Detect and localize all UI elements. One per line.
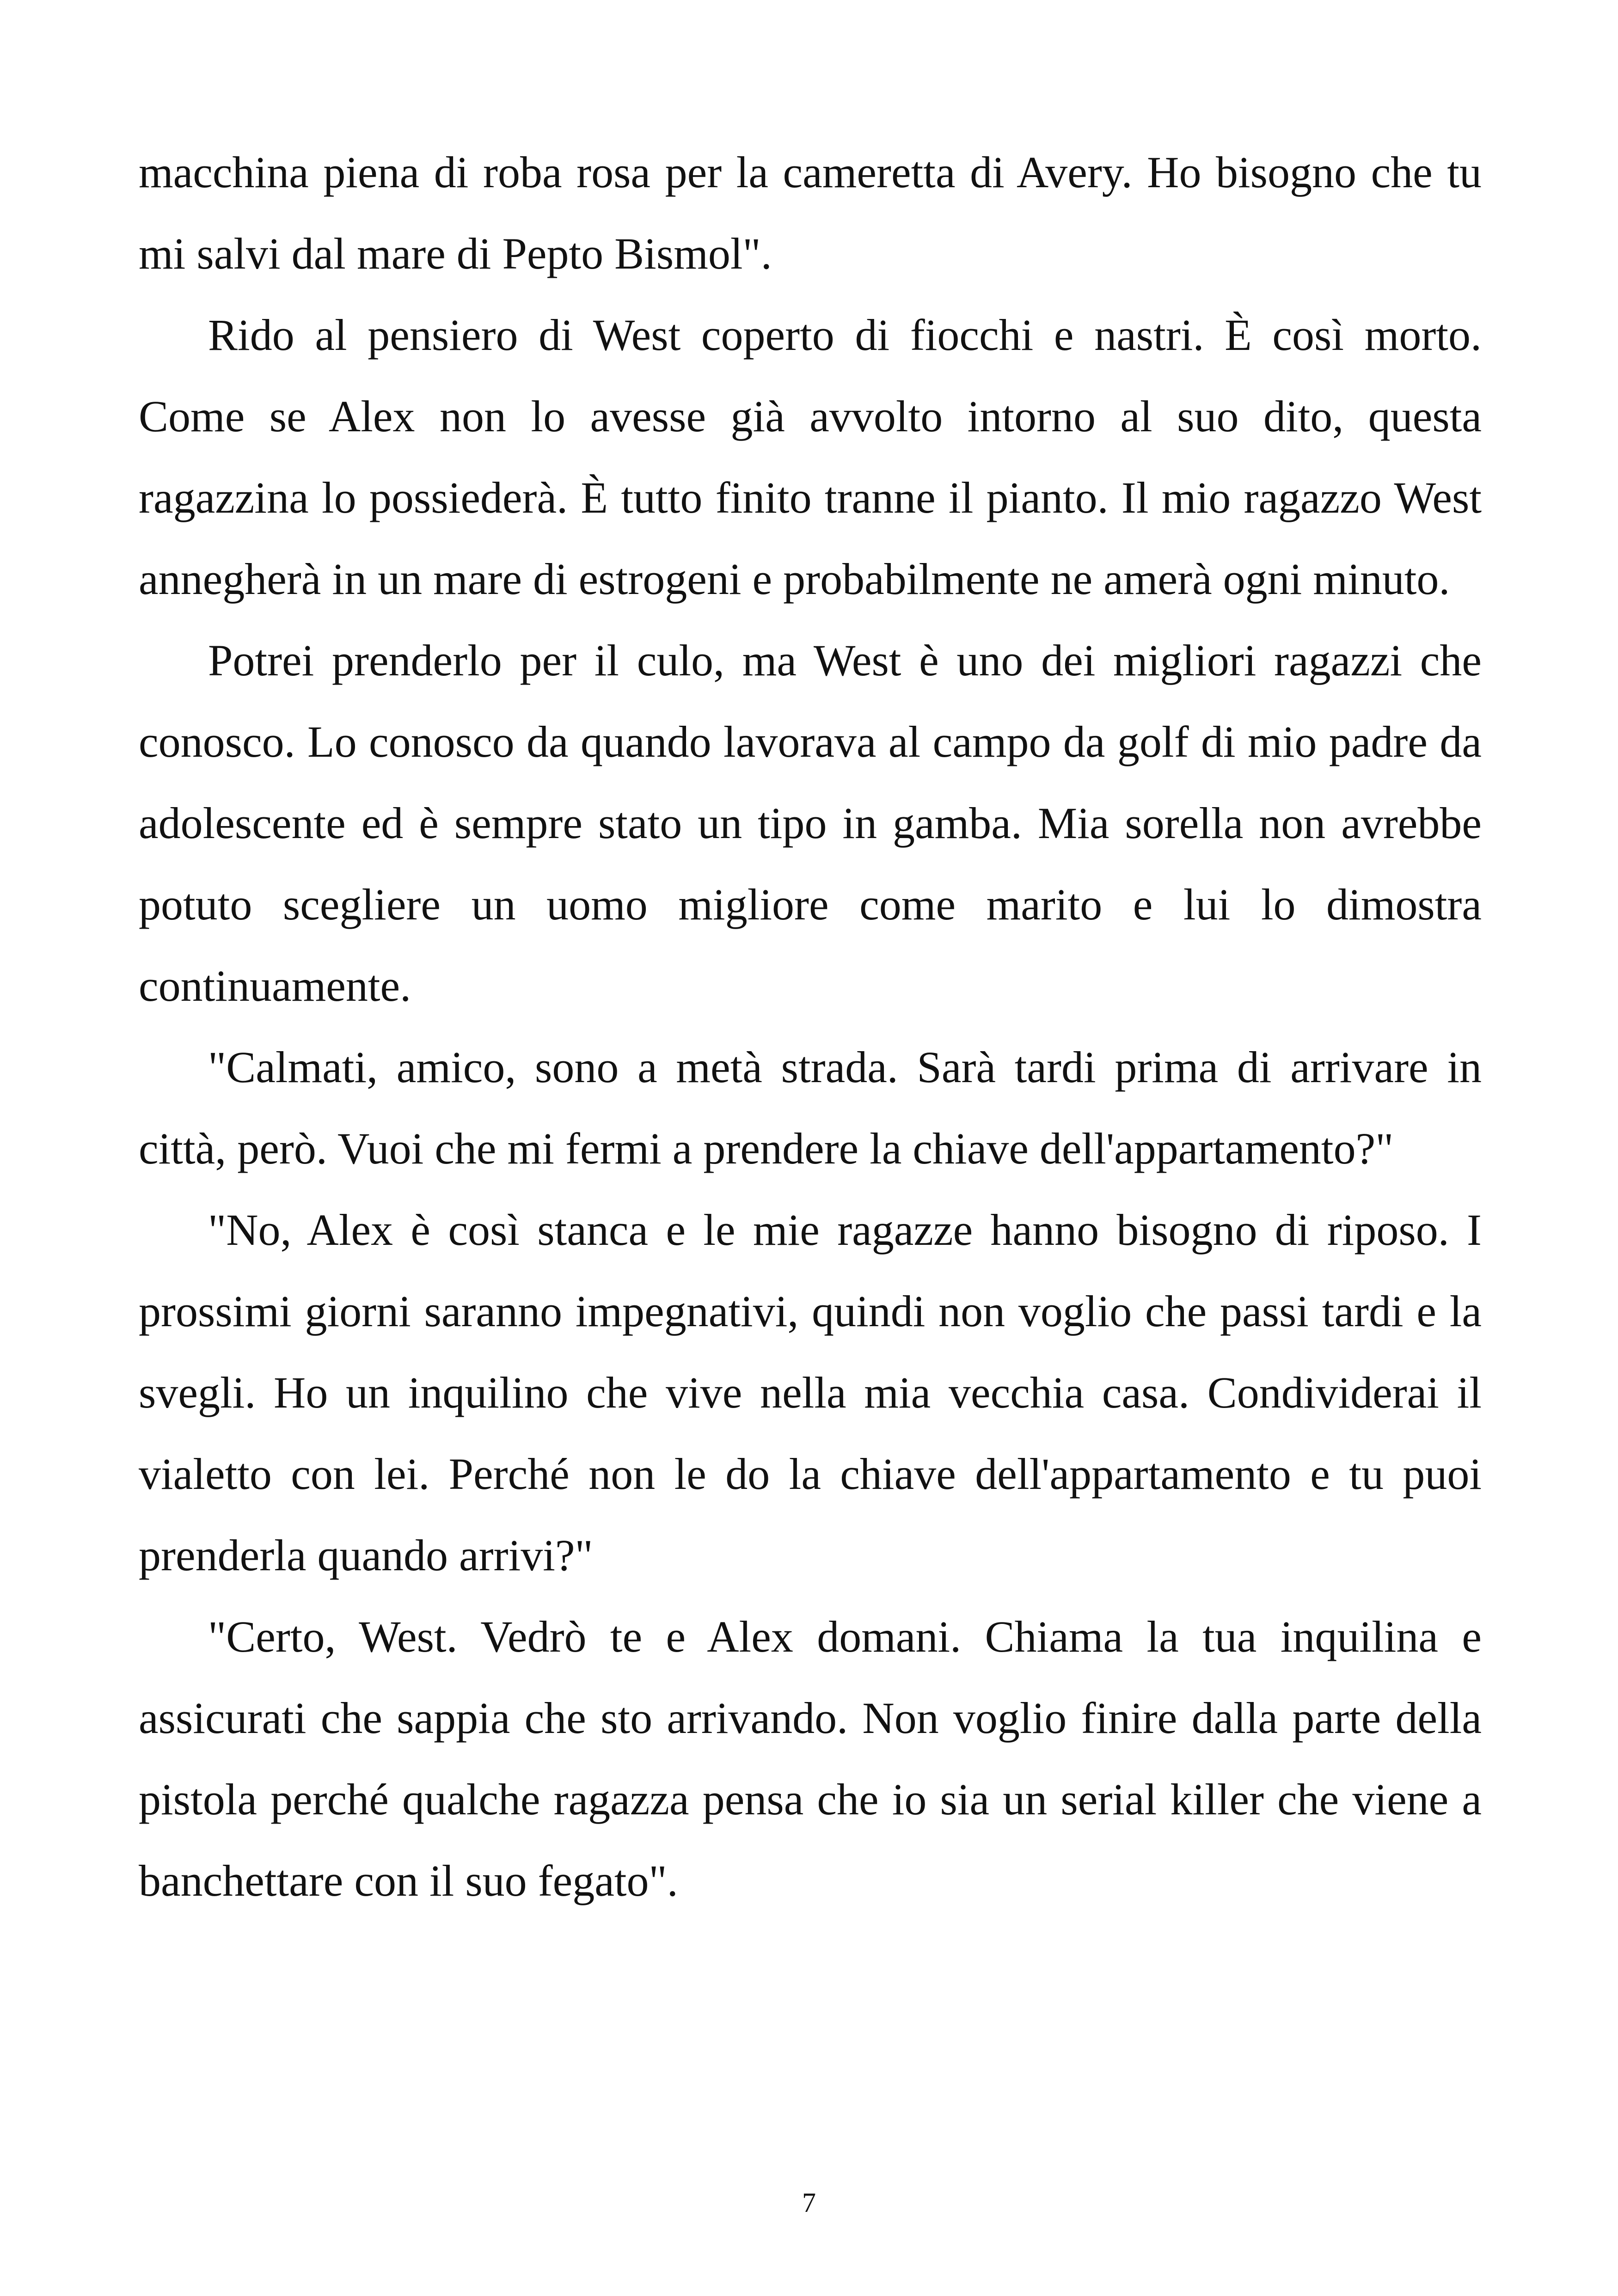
paragraph-4: "Calmati, amico, sono a metà strada. Sarà tardi prima di arrivare in città, però. Vuoi che mi fermi a prendere la chiave dell'appartamento?"	[139, 1042, 1482, 1173]
paragraph-3: Potrei prenderlo per il culo, ma West è uno dei migliori ragazzi che conosco. Lo conosco da quando lavorava al campo da golf di mio padre da adolescente ed è sempre stato un tipo in gamba. Mia sorella non avrebbe potuto scegliere un uomo migliore come marito e lui lo dimostra continuamente.	[139, 636, 1482, 1010]
page-number: 7	[802, 2187, 816, 2218]
body-text	[139, 132, 1482, 1922]
paragraph-5: "No, Alex è così stanca e le mie ragazze hanno bisogno di riposo. I prossimi giorni saranno impegnativi, quindi non voglio che passi tardi e la svegli. Ho un inquilino che vive nella mia vecchia casa. Condividerai il vialetto con lei. Perché non le do la chiave dell'appartamento e tu puoi prenderla quando arrivi?"	[139, 1205, 1482, 1580]
paragraph-6: "Certo, West. Vedrò te e Alex domani. Chiama la tua inquilina e assicurati che sappia che sto arrivando. Non voglio finire dalla parte della pistola perché qualche ragazza pensa che io sia un serial killer che viene a banchettare con il suo fegato".	[139, 1612, 1482, 1905]
paragraph-2: Rido al pensiero di West coperto di fiocchi e nastri. È così morto. Come se Alex non lo avesse già avvolto intorno al suo dito, questa ragazzina lo possiederà. È tutto finito tranne il pianto. Il mio ragazzo West annegherà in un mare di estrogeni e probabilmente ne amerà ogni minuto.	[139, 310, 1482, 604]
paragraph-1: macchina piena di roba rosa per la cameretta di Avery. Ho bisogno che tu mi salvi dal mare di Pepto Bismol".	[139, 147, 1482, 278]
